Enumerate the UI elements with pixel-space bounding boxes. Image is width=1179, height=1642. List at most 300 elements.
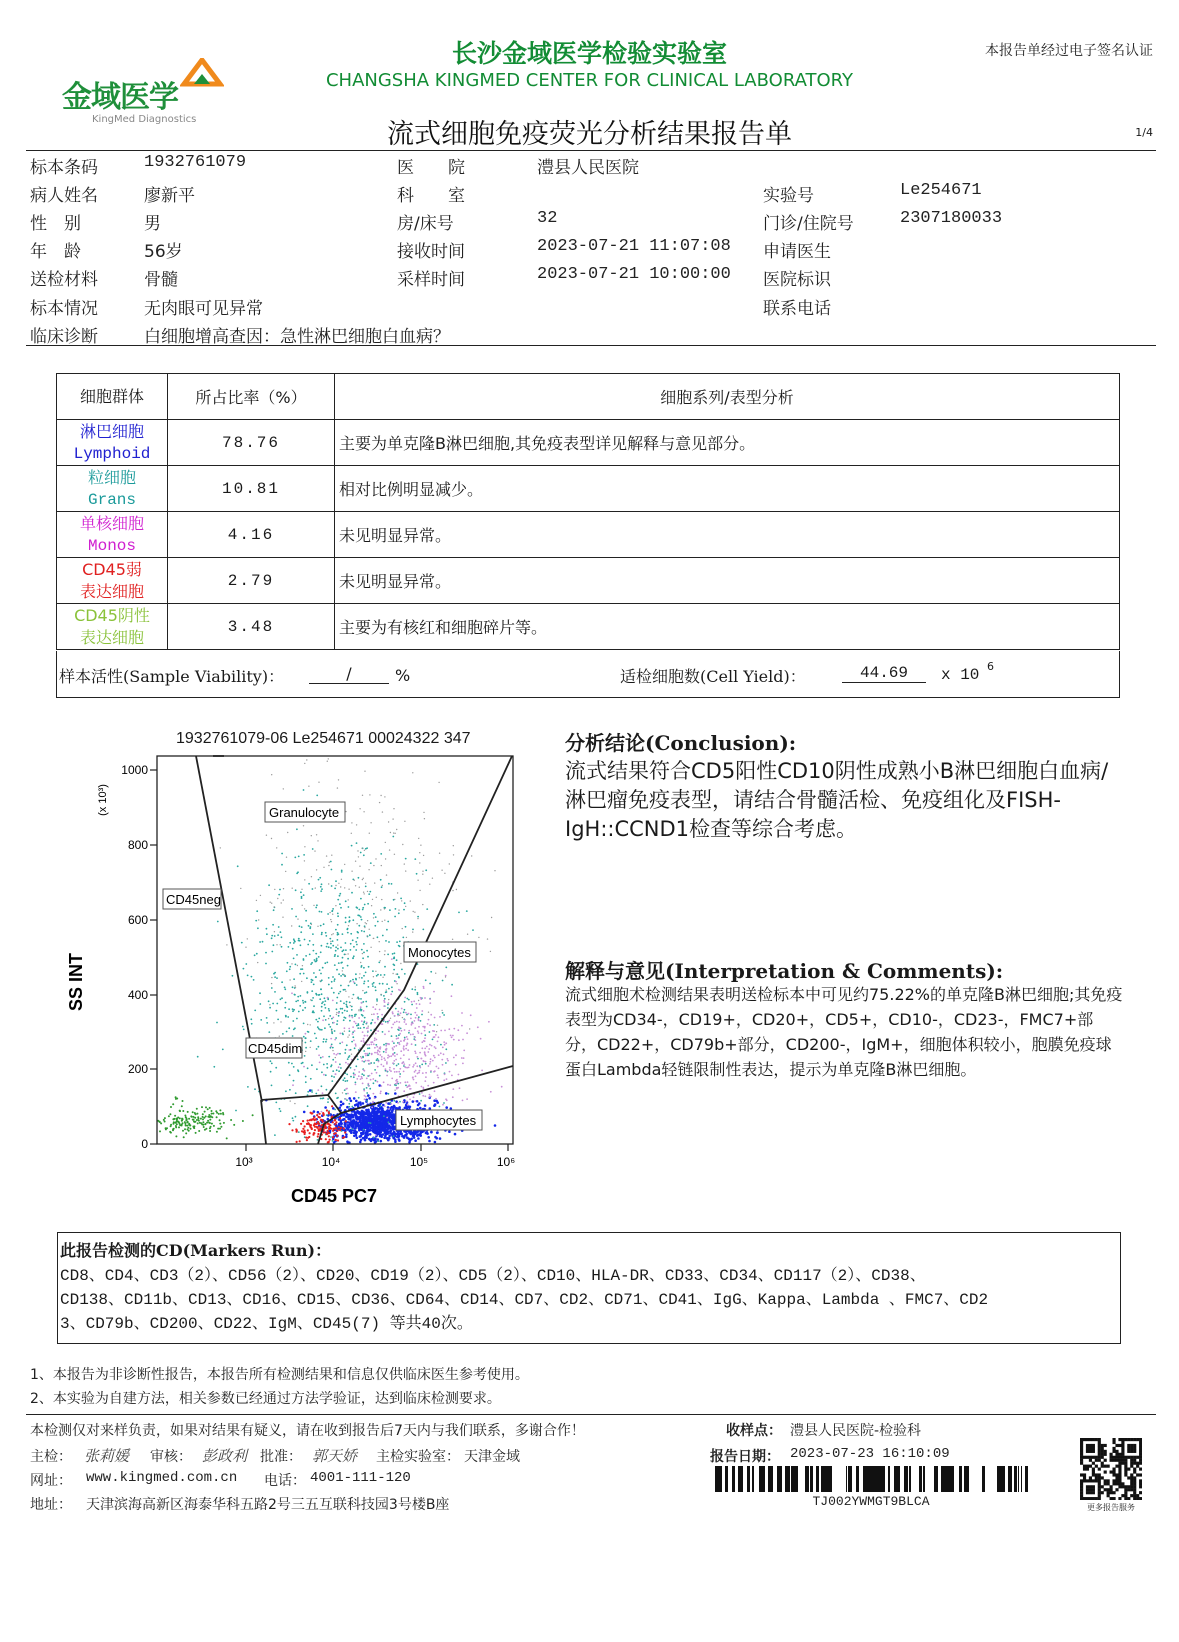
y-tick-label: 1000 <box>121 763 148 777</box>
event-dot <box>274 976 276 978</box>
event-dot <box>445 1042 447 1044</box>
event-dot <box>292 1020 294 1022</box>
event-dot <box>395 1059 397 1061</box>
qr-module <box>1124 1473 1127 1476</box>
event-dot <box>362 1056 364 1058</box>
qr-module <box>1101 1447 1104 1450</box>
event-dot <box>368 966 370 968</box>
event-dot <box>321 945 323 947</box>
event-dot <box>315 961 317 963</box>
event-dot <box>374 1040 376 1042</box>
qr-module <box>1089 1476 1092 1479</box>
event-dot <box>364 927 365 928</box>
qr-module <box>1107 1482 1110 1485</box>
event-dot <box>318 879 320 881</box>
gate-line <box>341 1066 513 1113</box>
event-dot <box>347 1058 349 1060</box>
event-dot <box>341 1041 343 1043</box>
event-dot <box>307 991 309 993</box>
logo-subtext: KingMed Diagnostics <box>92 114 197 125</box>
event-dot <box>297 1069 299 1071</box>
event-dot <box>352 1017 354 1019</box>
event-dot <box>408 1013 410 1015</box>
event-dot <box>304 1055 306 1057</box>
event-dot <box>357 1027 359 1029</box>
event-dot <box>333 1076 335 1078</box>
event-dot <box>417 1137 420 1140</box>
event-dot <box>417 1030 419 1032</box>
event-dot <box>395 981 397 983</box>
event-dot <box>331 855 332 856</box>
event-dot <box>411 1004 413 1006</box>
barcode-bar <box>848 1466 849 1492</box>
event-dot <box>277 934 279 936</box>
event-dot <box>381 865 382 866</box>
qr-module <box>1083 1438 1086 1441</box>
event-dot <box>187 1121 189 1123</box>
event-dot <box>197 1116 199 1118</box>
event-dot <box>382 811 383 812</box>
event-dot <box>303 789 305 791</box>
event-dot <box>405 926 407 928</box>
event-dot <box>348 1028 350 1030</box>
event-dot <box>451 1075 453 1077</box>
event-dot <box>294 1103 295 1104</box>
event-dot <box>391 991 393 993</box>
population-name-en: 表达细胞 <box>79 581 144 601</box>
event-dot <box>411 988 413 990</box>
event-dot <box>377 1049 379 1051</box>
event-dot <box>355 1084 357 1086</box>
qr-module <box>1080 1438 1083 1441</box>
qr-module <box>1098 1479 1101 1482</box>
event-dot <box>219 1128 221 1130</box>
event-dot <box>418 1032 420 1034</box>
event-dot <box>424 997 426 999</box>
event-dot <box>332 1050 333 1051</box>
event-dot <box>341 870 343 872</box>
event-dot <box>292 1035 294 1037</box>
barcode-bar <box>881 1466 884 1492</box>
event-dot <box>359 887 360 888</box>
event-dot <box>404 1066 406 1068</box>
event-dot <box>321 932 323 934</box>
event-dot <box>360 1040 362 1042</box>
event-dot <box>328 1056 330 1058</box>
event-dot <box>389 1084 391 1086</box>
event-dot <box>384 920 385 921</box>
event-dot <box>367 891 368 892</box>
event-dot <box>319 911 321 913</box>
event-dot <box>288 946 290 948</box>
population-percentage: 2.79 <box>168 558 335 604</box>
event-dot <box>407 1081 409 1083</box>
qr-module <box>1127 1476 1130 1479</box>
event-dot <box>453 1028 455 1030</box>
event-dot <box>327 1101 329 1103</box>
event-dot <box>168 1115 170 1117</box>
event-dot <box>319 969 321 971</box>
event-dot <box>394 1055 396 1057</box>
event-dot <box>384 796 385 797</box>
event-dot <box>403 1071 405 1073</box>
event-dot <box>403 909 405 911</box>
event-dot <box>452 939 453 940</box>
event-dot <box>335 1037 337 1039</box>
event-dot <box>425 1076 427 1078</box>
event-dot <box>423 987 425 989</box>
barcode-bar <box>923 1466 925 1492</box>
event-dot <box>362 1024 364 1026</box>
event-dot <box>429 1063 431 1065</box>
event-dot <box>393 1042 395 1044</box>
event-dot <box>382 921 383 922</box>
event-dot <box>211 1110 213 1112</box>
event-dot <box>373 1013 375 1015</box>
label-doctor: 申请医生 <box>763 242 831 262</box>
event-dot <box>423 812 424 813</box>
event-dot <box>358 877 360 879</box>
event-dot <box>434 1036 436 1038</box>
event-dot <box>415 1062 417 1064</box>
population-percentage: 3.48 <box>168 604 335 650</box>
barcode-bar <box>742 1466 743 1492</box>
event-dot <box>356 1110 359 1113</box>
event-dot <box>338 1126 340 1128</box>
event-dot <box>384 1033 386 1035</box>
event-dot <box>321 1010 323 1012</box>
event-dot <box>359 1118 362 1121</box>
barcode-bar <box>1009 1466 1012 1492</box>
event-dot <box>404 1001 406 1003</box>
event-dot <box>419 1107 422 1110</box>
event-dot <box>338 779 339 780</box>
event-dot <box>358 998 360 1000</box>
barcode-bar <box>944 1466 947 1492</box>
barcode-bar <box>1021 1466 1022 1492</box>
event-dot <box>209 1119 211 1121</box>
event-dot <box>327 997 329 999</box>
event-dot <box>365 848 367 850</box>
event-dot <box>233 1124 235 1126</box>
event-dot <box>395 1083 397 1085</box>
qr-code[interactable] <box>1080 1438 1142 1500</box>
event-dot <box>433 1104 436 1107</box>
population-analysis: 未见明显异常。 <box>335 558 1120 604</box>
event-dot <box>367 1094 370 1097</box>
event-dot <box>392 1023 394 1025</box>
event-dot <box>362 1121 365 1124</box>
qr-module <box>1133 1459 1136 1462</box>
event-dot <box>371 1115 374 1118</box>
qr-module <box>1127 1456 1130 1459</box>
barcode-bar <box>791 1466 793 1492</box>
event-dot <box>332 1000 334 1002</box>
event-dot <box>334 955 336 957</box>
qr-caption: 更多报告服务 <box>1087 1503 1135 1512</box>
event-dot <box>380 960 381 961</box>
label-sample-time: 采样时间 <box>397 270 465 290</box>
event-dot <box>380 1140 383 1143</box>
event-dot <box>345 1049 347 1051</box>
qr-module <box>1130 1494 1133 1497</box>
event-dot <box>386 1126 389 1129</box>
event-dot <box>425 1063 427 1065</box>
barcode-bar <box>907 1466 908 1492</box>
event-dot <box>322 1001 324 1003</box>
event-dot <box>381 1056 383 1058</box>
event-dot <box>361 1014 363 1016</box>
barcode-bar <box>880 1466 881 1492</box>
qr-module <box>1098 1485 1101 1488</box>
qr-module <box>1092 1497 1095 1500</box>
qr-module <box>1115 1476 1118 1479</box>
event-dot <box>488 1021 490 1023</box>
event-dot <box>318 1054 320 1056</box>
event-dot <box>446 1078 448 1080</box>
qr-module <box>1133 1485 1136 1488</box>
population-name-cn: 粒细胞 <box>87 467 136 487</box>
event-dot <box>307 1067 309 1069</box>
event-dot <box>243 1029 245 1031</box>
event-dot <box>429 1094 431 1096</box>
event-dot <box>414 1012 416 1014</box>
event-dot <box>400 963 401 964</box>
event-dot <box>334 1119 336 1121</box>
table-row <box>57 604 1120 650</box>
qr-module <box>1136 1462 1139 1465</box>
event-dot <box>182 1122 184 1124</box>
event-dot <box>353 955 355 957</box>
event-dot <box>343 1128 345 1130</box>
barcode-bar <box>817 1466 819 1492</box>
event-dot <box>320 1124 322 1126</box>
qr-module <box>1098 1468 1101 1471</box>
event-dot <box>337 932 339 934</box>
event-dot <box>365 1122 368 1125</box>
web-value[interactable]: www.kingmed.com.cn <box>86 1470 238 1486</box>
event-dot <box>293 942 295 944</box>
value-specimen-status: 无肉眼可见异常 <box>144 299 263 319</box>
event-dot <box>385 1045 387 1047</box>
qr-module <box>1121 1494 1124 1497</box>
event-dot <box>406 1101 408 1103</box>
event-dot <box>312 933 314 935</box>
event-dot <box>406 1042 408 1044</box>
event-dot <box>438 1054 440 1056</box>
event-dot <box>295 916 297 918</box>
table-row <box>57 558 1120 604</box>
qr-module <box>1133 1447 1136 1450</box>
event-dot <box>405 1048 407 1050</box>
event-dot <box>316 1068 318 1070</box>
event-dot <box>412 931 413 932</box>
event-dot <box>407 1049 409 1051</box>
event-dot <box>389 849 390 850</box>
event-dot <box>266 928 268 930</box>
event-dot <box>371 1073 373 1075</box>
barcode-bar <box>984 1466 985 1492</box>
event-dot <box>381 886 383 888</box>
qr-module <box>1110 1488 1113 1491</box>
event-dot <box>270 902 271 903</box>
event-dot <box>409 1088 411 1090</box>
event-dot <box>439 1137 442 1140</box>
qr-module <box>1139 1450 1142 1453</box>
event-dot <box>351 845 353 847</box>
event-dot <box>359 977 360 978</box>
event-dot <box>448 1130 451 1133</box>
event-dot <box>315 1019 317 1021</box>
event-dot <box>346 1010 348 1012</box>
event-dot <box>383 1125 386 1128</box>
event-dot <box>375 971 376 972</box>
event-dot <box>424 1048 426 1050</box>
event-dot <box>323 867 324 868</box>
event-dot <box>372 1078 374 1080</box>
qr-module <box>1092 1491 1095 1494</box>
event-dot <box>377 1030 379 1032</box>
barcode-bar <box>1018 1466 1019 1492</box>
qr-module <box>1080 1462 1083 1465</box>
event-dot <box>360 1027 362 1029</box>
tester-label: 主检： <box>30 1449 72 1465</box>
markers-line: CD8、CD4、CD3（2）、CD56（2）、CD20、CD19（2）、CD5（2）、CD10、HLA-DR、CD33、CD34、CD117（2）、CD38、 <box>60 1267 926 1285</box>
event-dot <box>337 915 339 917</box>
event-dot <box>353 1074 355 1076</box>
event-dot <box>452 1096 454 1098</box>
qr-module <box>1112 1459 1115 1462</box>
qr-module <box>1139 1482 1142 1485</box>
event-dot <box>400 1082 402 1084</box>
event-dot <box>414 912 415 913</box>
event-dot <box>387 954 389 956</box>
event-dot <box>280 998 282 1000</box>
event-dot <box>466 1098 468 1100</box>
event-dot <box>274 991 276 993</box>
event-dot <box>399 1015 400 1016</box>
qr-module <box>1095 1465 1098 1468</box>
event-dot <box>268 884 270 886</box>
event-dot <box>320 1098 322 1100</box>
event-dot <box>314 959 316 961</box>
event-dot <box>379 1051 381 1053</box>
event-dot <box>326 1067 328 1069</box>
qr-module <box>1104 1479 1107 1482</box>
event-dot <box>433 1082 435 1084</box>
event-dot <box>392 1054 394 1056</box>
address-label: 地址： <box>30 1497 72 1513</box>
interpretation-body: 流式细胞术检测结果表明送检标本中可见约75.22%的单克隆B淋巴细胞;其免疫表型为CD34-，CD19+，CD20+，CD5+，CD10-，CD23-，FMC7+部分，CD22+，CD79b+部分，CD200-，IgM+，细胞体积较小，胞膜免疫球蛋白Lambda轻链限制性表达，提示为单克隆B淋巴细胞。 <box>565 985 1123 1079</box>
event-dot <box>320 925 322 927</box>
event-dot <box>325 1138 327 1140</box>
event-dot <box>387 1102 390 1105</box>
event-dot <box>386 989 387 990</box>
event-dot <box>375 1134 377 1136</box>
event-dot <box>314 850 315 851</box>
event-dot <box>293 958 295 960</box>
barcode-bar <box>999 1466 1002 1492</box>
barcode-bar <box>966 1466 969 1492</box>
event-dot <box>445 967 447 969</box>
event-dot <box>178 1126 180 1128</box>
event-dot <box>324 1106 327 1109</box>
event-dot <box>330 947 332 949</box>
event-dot <box>434 1046 436 1048</box>
event-dot <box>311 876 312 877</box>
event-dot <box>423 855 424 856</box>
event-dot <box>348 1103 350 1105</box>
event-dot <box>371 905 372 906</box>
event-dot <box>379 983 381 985</box>
qr-module <box>1112 1468 1115 1471</box>
event-dot <box>327 761 328 762</box>
event-dot <box>360 962 361 963</box>
markers-line: CD138、CD11b、CD13、CD16、CD15、CD36、CD64、CD14、CD7、CD2、CD71、CD41、IgG、Kappa、Lambda 、FMC7、CD2 <box>60 1291 989 1309</box>
event-dot <box>391 1106 394 1109</box>
qr-module <box>1130 1482 1133 1485</box>
event-dot <box>312 944 314 946</box>
event-dot <box>331 1080 333 1082</box>
event-dot <box>348 1056 350 1058</box>
barcode-bar <box>785 1466 788 1492</box>
event-dot <box>429 884 430 885</box>
qr-module <box>1080 1444 1083 1447</box>
event-dot <box>282 1033 284 1035</box>
event-dot <box>184 1128 186 1130</box>
event-dot <box>424 1080 426 1082</box>
event-dot <box>386 1137 389 1140</box>
event-dot <box>335 929 337 931</box>
event-dot <box>316 869 317 870</box>
qr-module <box>1124 1497 1127 1500</box>
event-dot <box>247 975 249 977</box>
qr-module <box>1089 1459 1092 1462</box>
barcode-bar <box>805 1466 806 1492</box>
lab-value: 天津金域 <box>464 1449 520 1465</box>
event-dot <box>371 1111 374 1114</box>
qr-module <box>1092 1473 1095 1476</box>
event-dot <box>374 925 376 927</box>
event-dot <box>491 917 492 918</box>
event-dot <box>367 1083 369 1085</box>
event-dot <box>368 1054 370 1056</box>
event-dot <box>331 934 332 935</box>
qr-module <box>1130 1488 1133 1491</box>
event-dot <box>436 1031 437 1032</box>
event-dot <box>363 1137 366 1140</box>
event-dot <box>335 1093 337 1095</box>
event-dot <box>387 1084 389 1086</box>
event-dot <box>179 1110 181 1112</box>
event-dot <box>254 1088 256 1090</box>
event-dot <box>490 951 491 952</box>
qr-module <box>1136 1494 1139 1497</box>
event-dot <box>365 1060 367 1062</box>
event-dot <box>363 1061 365 1063</box>
event-dot <box>325 1019 327 1021</box>
qr-module <box>1112 1482 1115 1485</box>
event-dot <box>218 1113 220 1115</box>
event-dot <box>327 1123 329 1125</box>
event-dot <box>342 1103 345 1106</box>
qr-module <box>1104 1450 1107 1453</box>
event-dot <box>315 907 317 909</box>
event-dot <box>412 1077 414 1079</box>
event-dot <box>369 794 370 795</box>
event-dot <box>397 1136 400 1139</box>
event-dot <box>404 1037 406 1039</box>
